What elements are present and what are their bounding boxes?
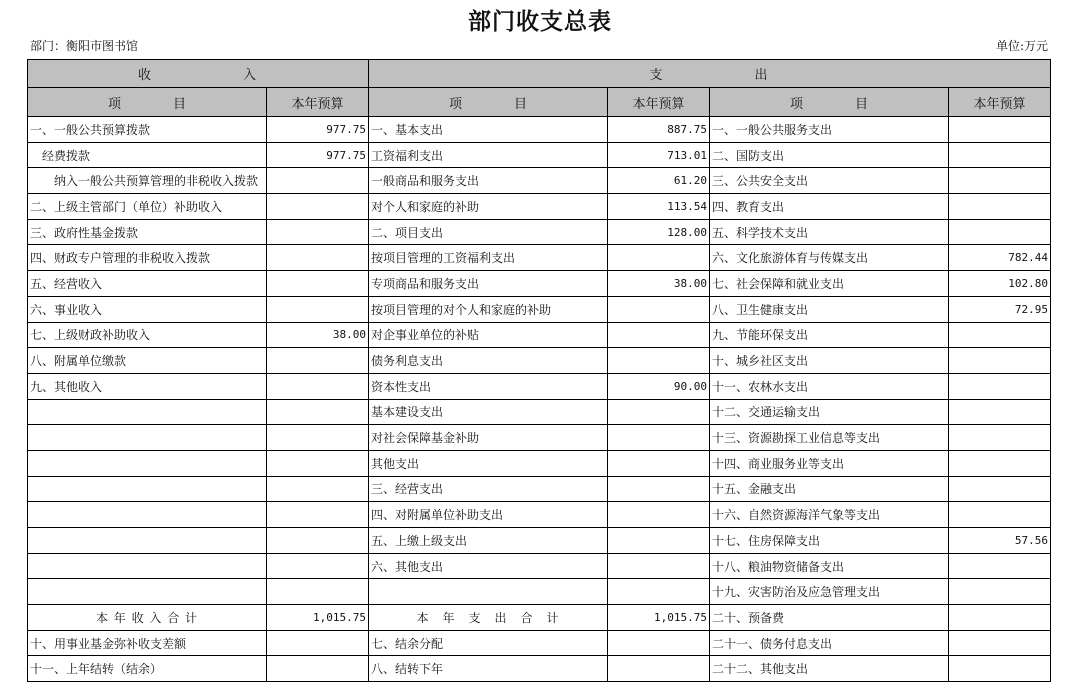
function-item: 六、文化旅游体育与传媒支出 [710,245,949,271]
page-title: 部门收支总表 [468,8,612,35]
function-item: 十七、住房保障支出 [710,528,949,554]
function-budget [949,476,1051,502]
function-item: 十八、粮油物资储备支出 [710,553,949,579]
budget-header: 本年预算 [267,88,369,117]
expense-budget [608,296,710,322]
unit-label: 单位:万元 [995,39,1048,53]
function-budget: 57.56 [949,528,1051,554]
expense-item: 一般商品和服务支出 [369,168,608,194]
income-item [28,579,267,605]
income-item: 纳入一般公共预算管理的非税收入拨款 [28,168,267,194]
expense-budget: 113.54 [608,194,710,220]
table-row [28,605,1051,631]
income-item: 十、用事业基金弥补收支差额 [28,630,267,656]
header-row-2 [28,88,1051,117]
income-item: 九、其他收入 [28,373,267,399]
income-item [28,399,267,425]
function-item: 二、国防支出 [710,142,949,168]
expense-item: 七、结余分配 [369,630,608,656]
income-budget [267,425,369,451]
table-row [28,399,1051,425]
income-budget: 1,015.75 [267,605,369,631]
function-budget [949,502,1051,528]
function-budget [949,399,1051,425]
income-item [28,528,267,554]
table-row [28,348,1051,374]
expense-budget: 128.00 [608,219,710,245]
income-item: 三、政府性基金拨款 [28,219,267,245]
function-budget [949,117,1051,143]
table-row [28,425,1051,451]
function-item: 十、城乡社区支出 [710,348,949,374]
expense-item: 二、项目支出 [369,219,608,245]
table-row [28,553,1051,579]
expense-item: 债务利息支出 [369,348,608,374]
income-budget [267,271,369,297]
expense-item: 资本性支出 [369,373,608,399]
income-item: 本 年 收 入 合 计 [28,605,267,631]
income-budget: 977.75 [267,117,369,143]
function-item: 十九、灾害防治及应急管理支出 [710,579,949,605]
function-item: 二十一、债务付息支出 [710,630,949,656]
income-budget [267,630,369,656]
function-item: 二十、预备费 [710,605,949,631]
function-budget: 72.95 [949,296,1051,322]
income-item: 七、上级财政补助收入 [28,322,267,348]
table-row [28,117,1051,143]
income-header: 收 入 [28,60,369,88]
expense-budget: 887.75 [608,117,710,143]
function-budget [949,142,1051,168]
income-item: 十一、上年结转（结余） [28,656,267,682]
function-item: 十二、交通运输支出 [710,399,949,425]
income-item: 五、经营收入 [28,271,267,297]
expense-item: 本 年 支 出 合 计 [369,605,608,631]
function-item: 一、一般公共服务支出 [710,117,949,143]
function-item: 五、科学技术支出 [710,219,949,245]
expense-budget [608,579,710,605]
table-row [28,476,1051,502]
table-row [28,142,1051,168]
expense-item: 四、对附属单位补助支出 [369,502,608,528]
expense-budget: 38.00 [608,271,710,297]
function-budget [949,168,1051,194]
function-budget [949,194,1051,220]
expense-budget [608,528,710,554]
income-item: 八、附属单位缴款 [28,348,267,374]
income-budget: 977.75 [267,142,369,168]
table-row [28,579,1051,605]
expense-item: 专项商品和服务支出 [369,271,608,297]
expense-item: 其他支出 [369,450,608,476]
function-item: 八、卫生健康支出 [710,296,949,322]
expense-budget: 61.20 [608,168,710,194]
income-item [28,502,267,528]
function-budget [949,656,1051,682]
income-budget [267,168,369,194]
budget-header: 本年预算 [949,88,1051,117]
income-budget [267,502,369,528]
income-budget [267,528,369,554]
function-budget [949,605,1051,631]
expense-item: 三、经营支出 [369,476,608,502]
income-item: 四、财政专户管理的非税收入拨款 [28,245,267,271]
expense-budget: 1,015.75 [608,605,710,631]
expense-item: 按项目管理的对个人和家庭的补助 [369,296,608,322]
expense-header: 支 出 [369,60,1051,88]
function-budget: 782.44 [949,245,1051,271]
function-budget [949,322,1051,348]
income-item: 经费拨款 [28,142,267,168]
income-item: 六、事业收入 [28,296,267,322]
table-row [28,656,1051,682]
expense-budget [608,450,710,476]
income-budget [267,373,369,399]
income-budget [267,296,369,322]
income-item [28,553,267,579]
income-item [28,450,267,476]
income-budget [267,399,369,425]
income-budget [267,245,369,271]
function-budget [949,219,1051,245]
income-budget [267,194,369,220]
income-budget [267,476,369,502]
function-item: 十四、商业服务业等支出 [710,450,949,476]
table-row [28,528,1051,554]
income-budget [267,579,369,605]
function-budget: 102.80 [949,271,1051,297]
expense-item: 对个人和家庭的补助 [369,194,608,220]
table-row [28,271,1051,297]
expense-budget [608,502,710,528]
expense-budget [608,476,710,502]
budget-header: 本年预算 [608,88,710,117]
table-row [28,630,1051,656]
table-row [28,219,1051,245]
function-item: 十三、资源勘探工业信息等支出 [710,425,949,451]
expense-budget [608,348,710,374]
function-budget [949,373,1051,399]
table-row [28,245,1051,271]
table-row [28,373,1051,399]
function-budget [949,553,1051,579]
department-label: 部门：衡阳市图书馆 [30,39,139,53]
expense-budget [608,245,710,271]
table-row [28,194,1051,220]
expense-item: 五、上缴上级支出 [369,528,608,554]
income-budget [267,450,369,476]
income-item: 二、上级主管部门（单位）补助收入 [28,194,267,220]
expense-item: 基本建设支出 [369,399,608,425]
expense-budget: 90.00 [608,373,710,399]
expense-item: 对企事业单位的补贴 [369,322,608,348]
function-item: 四、教育支出 [710,194,949,220]
function-budget [949,630,1051,656]
expense-item: 六、其他支出 [369,553,608,579]
income-budget [267,348,369,374]
expense-budget [608,399,710,425]
table-row [28,296,1051,322]
income-budget [267,656,369,682]
table-row [28,322,1051,348]
item-header: 项 目 [28,88,267,117]
function-item: 十六、自然资源海洋气象等支出 [710,502,949,528]
expense-budget [608,425,710,451]
income-item [28,476,267,502]
header-row-1 [28,60,1051,88]
expense-item: 一、基本支出 [369,117,608,143]
expense-budget [608,553,710,579]
function-item: 三、公共安全支出 [710,168,949,194]
table-body [28,117,1051,682]
income-budget [267,219,369,245]
function-budget [949,579,1051,605]
function-item: 十一、农林水支出 [710,373,949,399]
expense-item: 对社会保障基金补助 [369,425,608,451]
expense-item: 工资福利支出 [369,142,608,168]
function-budget [949,450,1051,476]
function-item: 二十二、其他支出 [710,656,949,682]
function-item: 十五、金融支出 [710,476,949,502]
expense-budget [608,656,710,682]
item-header: 项 目 [369,88,608,117]
expense-item [369,579,608,605]
function-item: 七、社会保障和就业支出 [710,271,949,297]
table-row [28,502,1051,528]
table-row [28,168,1051,194]
expense-budget: 713.01 [608,142,710,168]
income-item: 一、一般公共预算拨款 [28,117,267,143]
income-budget: 38.00 [267,322,369,348]
table-row [28,450,1051,476]
expense-item: 按项目管理的工资福利支出 [369,245,608,271]
expense-budget [608,630,710,656]
expense-item: 八、结转下年 [369,656,608,682]
income-budget [267,553,369,579]
item-header: 项 目 [710,88,949,117]
function-item: 九、节能环保支出 [710,322,949,348]
function-budget [949,425,1051,451]
budget-table [27,59,1051,682]
income-item [28,425,267,451]
expense-budget [608,322,710,348]
function-budget [949,348,1051,374]
